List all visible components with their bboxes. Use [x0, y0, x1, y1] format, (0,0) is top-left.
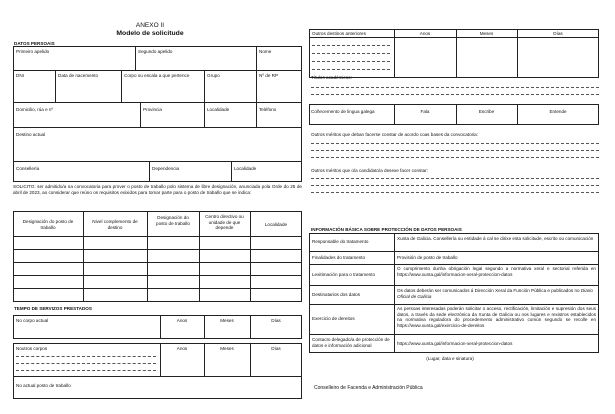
locality-label: Localidade: [207, 107, 230, 112]
dp-label-purpose: Finalidades do tratamento: [312, 255, 366, 260]
request-text: SOLICITO: ser admitido/a na convocatoria para prover o posto de traballo polo sistema de libre designación, anunciada pola Orde do 25 de abril de 2023, ao considerar que reúno os requisitos exixidos para tomar parte para o posto de traballo que se indica:: [13, 184, 302, 195]
address-label: Domicilio, rúa e nº: [16, 107, 54, 112]
current-body-months: Meses: [220, 318, 234, 323]
dp-value-recipients: Os datos deberán ser comunicados á Dirección Xeral da Función Pública e publicados no Diario Oficial de Galicia: [397, 288, 593, 299]
current-body-label: No corpo actual: [16, 318, 49, 323]
dp-label-responsible: Responsable do tratamento: [312, 239, 369, 244]
post-header-centre: Centro directivo ou unidade de que depende: [205, 214, 244, 231]
body-scale-label: Corpo ou escala a que pertence: [124, 73, 190, 78]
name-label: Nome: [259, 49, 272, 54]
other-bodies-days: Días: [271, 346, 281, 351]
current-body-years: Anos: [176, 318, 188, 323]
signature-caption: (Lugar, data e sinatura): [426, 356, 474, 361]
post-locality-label: Localidade: [234, 166, 257, 171]
ministry-label: Consellería: [16, 166, 40, 171]
other-bodies-label: Noutros corpos: [16, 346, 48, 351]
dni-label: DNI: [16, 73, 24, 78]
other-posts-years: Anos: [419, 31, 431, 36]
post-header-designation-2: Designación do posto de traballo: [156, 215, 190, 226]
current-post-label: Destino actual: [16, 132, 46, 137]
merits-2-label: Outros méritos que o/a candidato/a desexe facer constar:: [311, 168, 428, 173]
galician-write: Escribe: [478, 109, 495, 114]
dp-value-responsible: Xunta de Galicia. Consellería ou entidade á cal se dirixe esta solicitude, escrito ou comunicación: [397, 236, 594, 241]
galician-table: [309, 104, 599, 125]
other-bodies-months: Meses: [220, 346, 234, 351]
personal-section-title: DATOS PERSOAIS: [14, 41, 55, 46]
galician-label: Coñecemento de lingua galega: [311, 109, 375, 114]
post-header-locality: Localidade: [264, 222, 288, 227]
dp-value-contact: https://www.xunta.gal/informacion-xeral-proteccion-datos: [397, 341, 513, 346]
annex-label: ANEXO II: [135, 22, 165, 29]
dp-label-contact: Contacto delegado/a de protección de datos e información adicional: [312, 337, 390, 348]
galician-speak: Fala: [420, 109, 430, 114]
galician-understand: Entende: [549, 109, 567, 114]
current-post-service-label: No actual posto de traballo: [16, 383, 71, 388]
services-section-title: TEMPO DE SERVIZOS PRESTADOS: [14, 306, 92, 311]
phone-label: Teléfono: [259, 107, 277, 112]
dp-label-rights: Exercicio de dereitos: [312, 316, 355, 321]
other-bodies-years: Anos: [176, 346, 188, 351]
dp-value-purpose: Provisión de posto de traballo: [397, 255, 458, 260]
post-header-level: Nivel complemento de destino: [92, 219, 138, 230]
first-surname-label: Primeiro apelido: [16, 49, 50, 54]
nrp-label: Nº de RP: [259, 73, 279, 78]
other-posts-months: Meses: [479, 31, 494, 36]
dp-label-legitimation: Lexitimación para o tratamento: [312, 272, 376, 277]
footer-addressee: Conselleiro de Facenda e Administración Pública: [314, 385, 423, 391]
merits-1-label: Outros méritos que deban facerse constar de acordo coas bases da convocatoria:: [311, 132, 479, 137]
current-body-days: Días: [271, 318, 281, 323]
dp-value-legitimation: O cumprimento dunha obrigación legal segundo a normativa xeral e sectorial referida en https://www.xunta.gal/informacion-xeral-proteccion-datos: [397, 266, 596, 277]
dp-value-rights: As persoas interesadas poderán solicitar o acceso, rectificación, limitación e supresión dos seus datos, a través da sede electrónica da Xunta de Galicia ou nos lugares e rexistros establecidos na normativa reguladora do procedemento administrativo común segundo se recolle en https://www.xunta.gal/exercicio-de-dereitos: [397, 306, 596, 328]
birth-date-label: Data de nacemento: [58, 73, 99, 78]
other-posts-days: Días: [553, 31, 563, 36]
second-surname-label: Segundo apelido: [138, 49, 173, 54]
page-title: Modelo de solicitude: [116, 30, 184, 37]
other-posts-label: Outros destinos anteriores: [312, 31, 366, 36]
post-header-designation: Designación do posto de traballo: [22, 219, 74, 230]
province-label: Provincia: [143, 107, 162, 112]
dependency-label: Dependencia: [152, 166, 180, 171]
services-other-bodies: [13, 343, 302, 399]
data-protection-title: INFORMACIÓN BÁSICA SOBRE PROTECCIÓN DE DATOS PERSOAIS: [311, 227, 462, 232]
group-label: Grupo: [207, 73, 220, 78]
academic-label: Títulos académicos:: [311, 75, 352, 80]
dp-label-recipients: Destinatarios dos datos: [312, 292, 361, 297]
